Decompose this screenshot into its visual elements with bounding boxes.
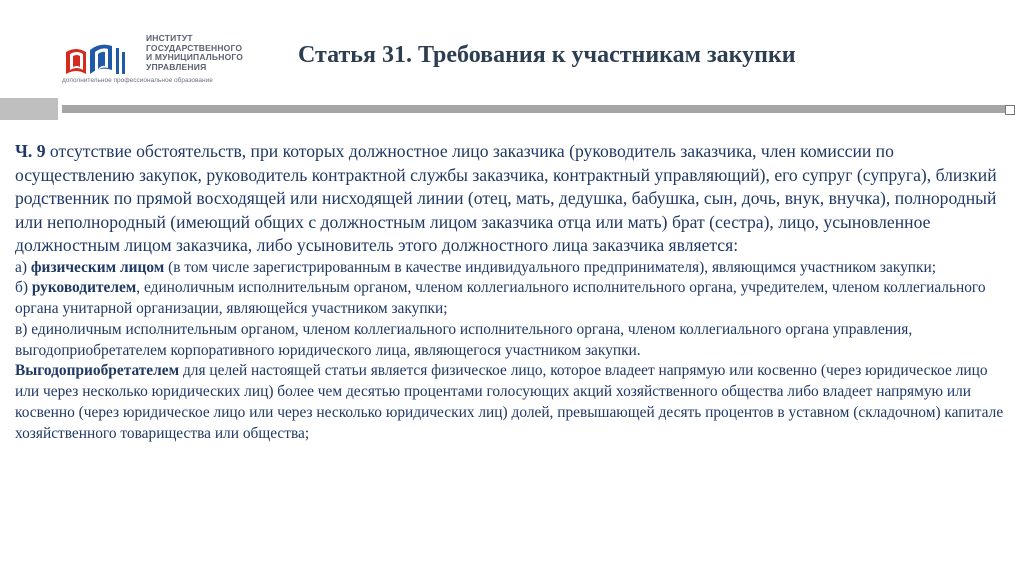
item-a-prefix: а) [15,258,31,276]
page-title: Статья 31. Требования к участникам закупки [298,42,796,68]
divider-line [62,105,1006,113]
item-c: в) единоличным исполнительным органом, членом коллегиального исполнительного органа, членом коллегиального органа управления, выгодоприобретателем корпоративного юридического лица, являющегося участником закупки. [15,320,913,359]
bullet-square-icon [1005,105,1015,115]
definition-paragraph [15,361,1005,444]
lead-text: отсутствие обстоятельств, при которых должностное лицо заказчика (руководитель заказчика, член комиссии по осуществлению закупок, руководитель контрактной службы заказчика, контрактный управляющий), его супруг (супруга), близкий родственник по прямой восходящей или нисходящей линии (отец, мать, дедушка, бабушка, сын, дочь, внук, внучка), полнородный или неполнородный (имеющий общих с должностным лицом заказчика отца или мать) брат (сестра), лицо, усыновленное должностным лицом заказчика, либо усыновитель этого должностного лица заказчика является: [15,141,997,255]
item-b-prefix: б) [15,279,32,297]
article-content [15,140,1005,445]
definition-text: для целей настоящей статьи является физическое лицо, которое владеет напрямую или косвенно (через юридическое лицо или через несколько юридических лиц) более чем десятью процентами голосующих акций хозяйственного общества либо владеет напрямую или косвенно (через юридическое лицо или через несколько юридических лиц) долей, превышающей десять процентов в уставном (складочном) капитале хозяйственного товарищества или общества; [15,362,1004,442]
book-logo-icon [62,36,132,80]
logo-line-3: И МУНИЦИПАЛЬНОГО [146,52,244,63]
header-divider [0,98,1024,120]
institute-logo [62,34,272,86]
lead-paragraph [15,140,1005,258]
logo-text [146,34,243,72]
item-a-bold: физическим лицом [30,258,165,276]
divider-block [0,98,58,120]
item-b-text: , единоличным исполнительным органом, членом коллегиального исполнительного органа, учредителем, членом коллегиального органа унитарной организации, являющейся участником закупки; [15,279,986,318]
logo-line-1: ИНСТИТУТ [146,33,193,43]
logo-subtitle: дополнительное профессиональное образование [62,77,213,84]
item-b-bold: руководителем [31,279,137,297]
item-a [15,258,1005,279]
definition-term: Выгодоприобретателем [15,362,180,380]
logo-line-4: УПРАВЛЕНИЯ [146,61,207,72]
item-b [15,278,1005,320]
part-label: Ч. 9 [15,141,46,161]
logo-line-2: ГОСУДАРСТВЕННОГО [146,42,243,53]
item-a-text: (в том числе зарегистрированным в качестве индивидуального предпринимателя), являющимся участником закупки; [164,258,937,276]
